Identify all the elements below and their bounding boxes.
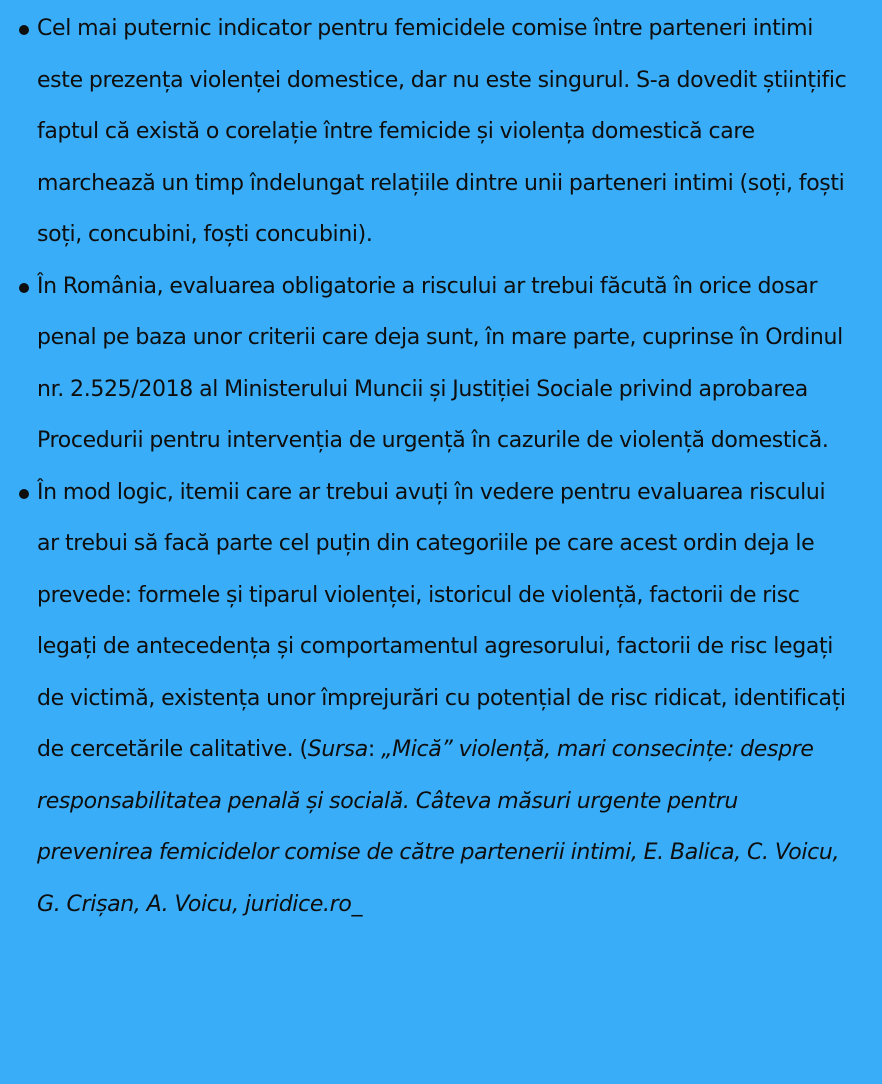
bullet-item-risk-assessment	[8, 261, 852, 467]
bullet-item-femicide-indicator	[8, 3, 852, 261]
bullet-list	[8, 3, 852, 930]
bullet-item-risk-items	[8, 467, 852, 931]
bullet-icon	[19, 25, 29, 35]
bullet-icon	[19, 283, 29, 293]
source-citation: „Mică” violență, mari consecințe: despre responsabilitatea penală și socială. Câteva măsuri urgente pentru prevenirea femicidelor comise de către partenerii intimi, E. Balica, C. Voicu, G. Crișan, A. Voicu, juridice.ro_	[37, 737, 840, 917]
bullet-text: În mod logic, itemii care ar trebui avuți în vedere pentru evaluarea riscului ar trebui să facă parte cel puțin din categoriile pe care acest ordin deja le prevede: formele și tiparul violenței, istoricul de violență, factorii de risc legați de antecedența și comportamentul agresorului, factorii de risc legați de victimă, existența unor împrejurări cu potențial de risc ridicat, identificați de cercetările calitative. (	[37, 479, 846, 762]
bullet-text: Cel mai puternic indicator pentru femicidele comise între parteneri intimi este prezența violenței domestice, dar nu este singurul. S-a dovedit științific faptul că există o corelație între femicide și violența domestică care marchează un timp îndelungat relațiile dintre unii parteneri intimi (soți, foști soți, concubini, foști concubini).	[37, 16, 847, 247]
source-separator: :	[367, 737, 375, 762]
bullet-text: În România, evaluarea obligatorie a riscului ar trebui făcută în orice dosar penal pe baza unor criterii care deja sunt, în mare parte, cuprinse în Ordinul nr. 2.525/2018 al Ministerului Muncii și Justiției Sociale privind aprobarea Procedurii pentru intervenția de urgență în cazurile de violență domestică.	[37, 273, 843, 453]
source-label: Sursa	[307, 737, 368, 762]
bullet-icon	[19, 489, 29, 499]
